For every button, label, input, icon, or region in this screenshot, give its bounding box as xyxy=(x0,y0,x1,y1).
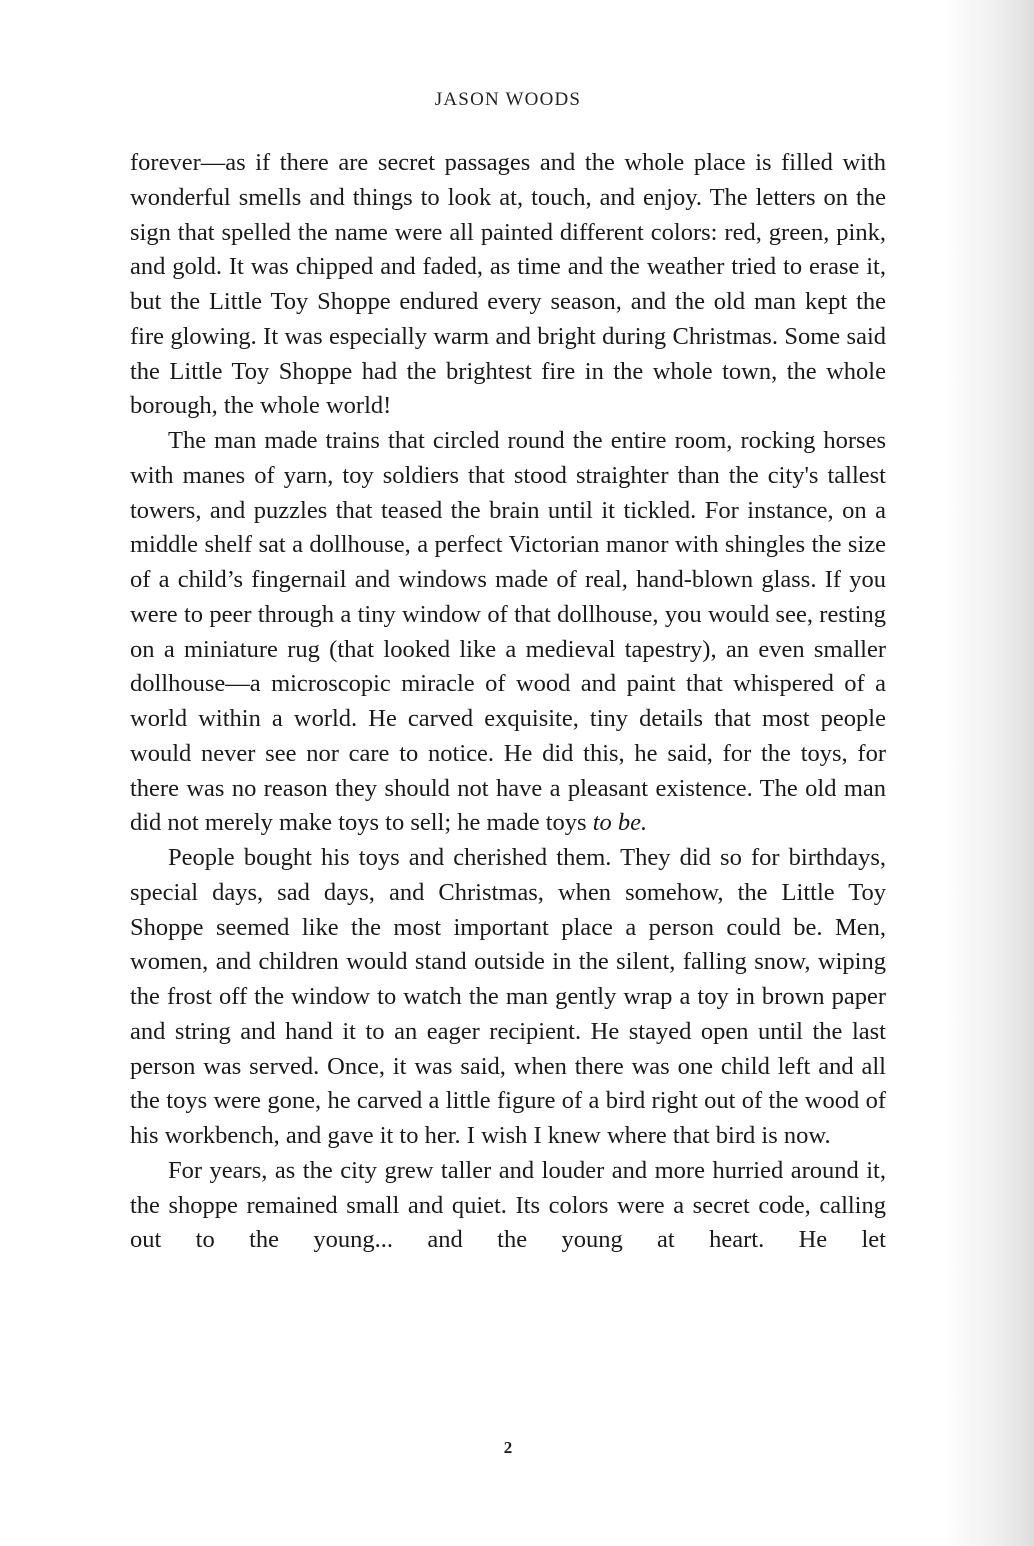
page-number: 2 xyxy=(503,1438,513,1457)
paragraph-3: People bought his toys and cherished them. They did so for birthdays, special days, sad days, and Christmas, when somehow, the Little Toy Shoppe seemed like the most important place a person could be. Men, women, and children would stand outside in the silent, falling snow, wiping the frost off the window to watch the man gently wrap a toy in brown paper and string and hand it to an eager recipient. He stayed open until the last person was served. Once, it was said, when there was one child left and all the toys were gone, he carved a little figure of a bird right out of the wood of his workbench, and gave it to her. I wish I knew where that bird is now. xyxy=(130,844,886,1149)
paragraph-2-text: The man made trains that circled round the entire room, rocking horses with manes of yarn, toy soldiers that stood straighter than the city's tallest towers, and puzzles that teased the brain until it tickled. For instance, on a middle shelf sat a dollhouse, a perfect Victorian manor with shingles the size of a child’s fingernail and windows made of real, hand-blown glass. If you were to peer through a tiny window of that dollhouse, you would see, resting on a miniature rug (that looked like a medieval tapestry), an even smaller dollhouse—a microscopic miracle of wood and paint that whispered of a world within a world. He carved exquisite, tiny details that most people would never see nor care to notice. He did this, he said, for the toys, for there was no reason they should not have a pleasant existence. The old man did not merely make toys to sell; he made toys xyxy=(130,427,886,837)
paragraph-4: For years, as the city grew taller and louder and more hurried around it, the shoppe remained small and quiet. Its colors were a secret code, calling out to the young... and the young at heart. He let xyxy=(130,1156,886,1254)
paragraph-2-italic-emphasis: to be. xyxy=(592,809,648,837)
page-edge-shadow xyxy=(944,0,1034,1546)
paragraph-2 xyxy=(130,424,886,841)
paragraph-1: forever—as if there are secret passages and the whole place is filled with wonderful smells and things to look at, touch, and enjoy. The letters on the sign that spelled the name were all painted different colors: red, green, pink, and gold. It was chipped and faded, as time and the weather tried to erase it, but the Little Toy Shoppe endured every season, and the old man kept the fire glowing. It was especially warm and bright during Christmas. Some said the Little Toy Shoppe had the brightest fire in the whole town, the whole borough, the whole world! xyxy=(130,149,886,420)
running-head-author: JASON WOODS xyxy=(434,89,582,110)
page-body xyxy=(130,146,886,1258)
